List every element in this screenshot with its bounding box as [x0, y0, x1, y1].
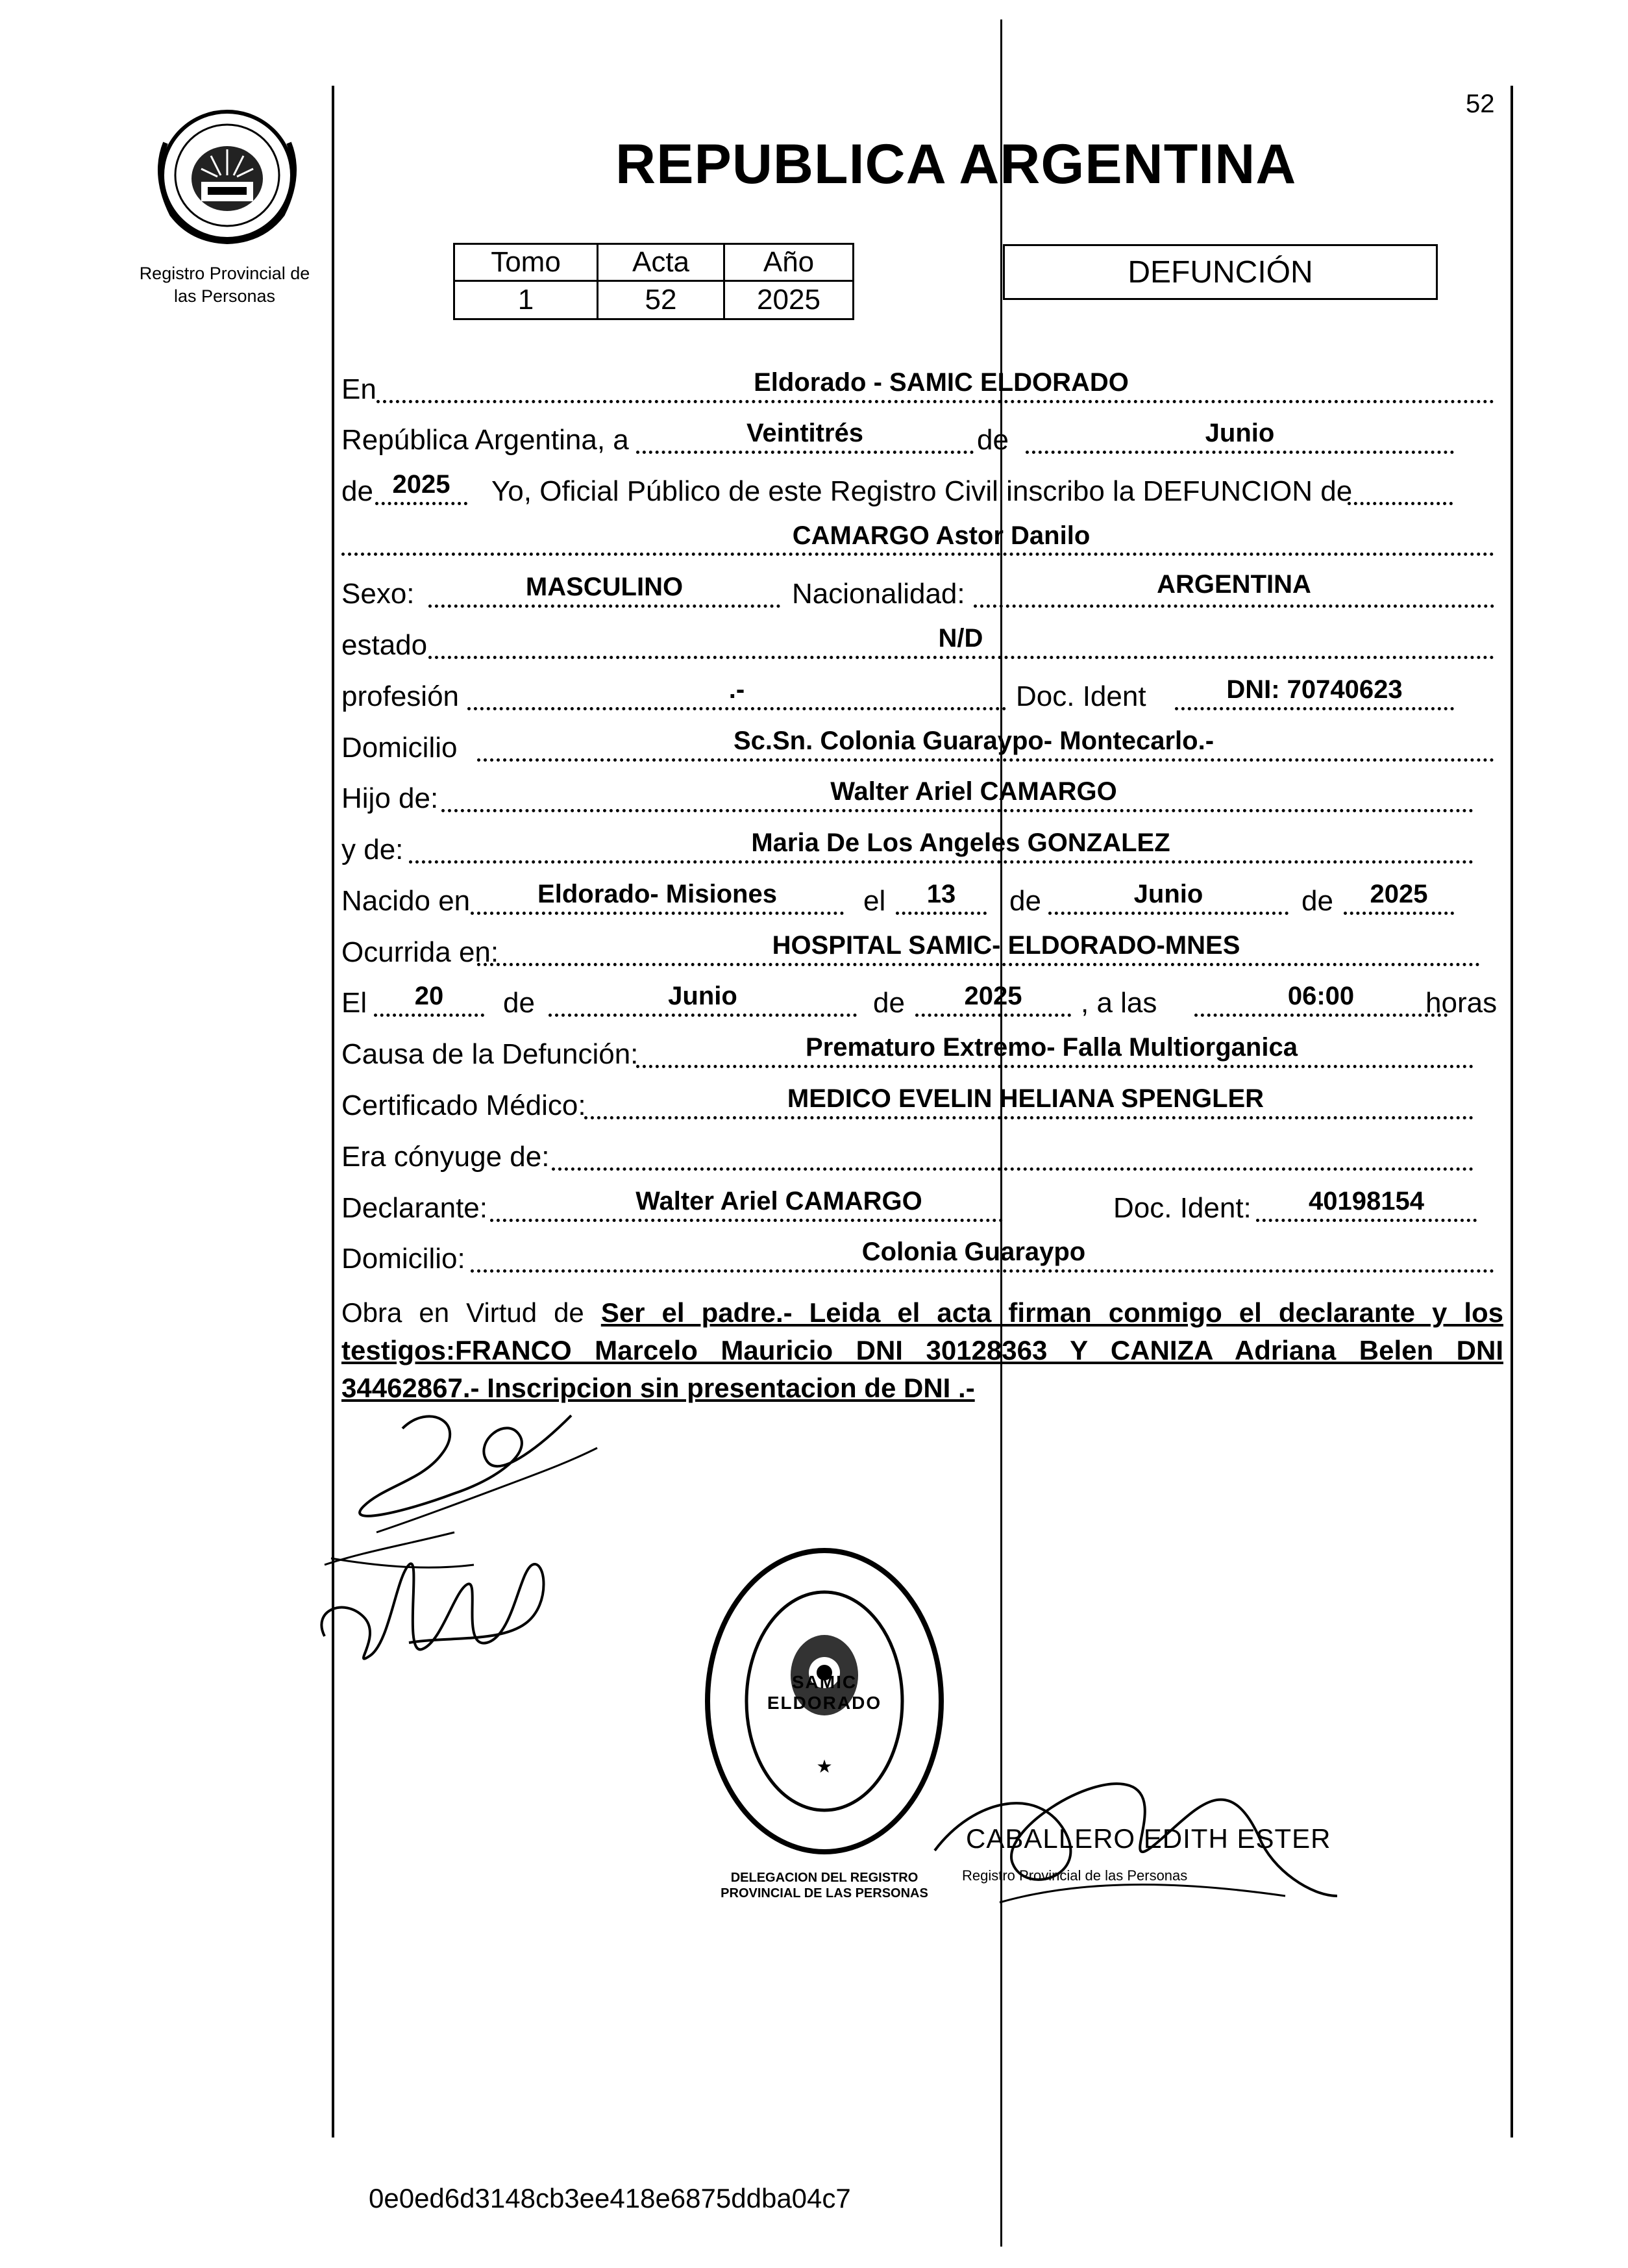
declarante-value: Walter Ariel CAMARGO	[635, 1187, 922, 1215]
dia-dotline	[636, 451, 974, 454]
el-de2-label: de	[873, 987, 905, 1019]
obra-value: Ser el padre.- Leida el acta firman conmigo el declarante y los testigos:FRANCO Marcelo Mauricio DNI 30128363 Y CANIZA Adriana Belen DNI 34462867.- Inscripcion sin presentacion de DNI .-	[341, 1297, 1503, 1403]
nacionalidad-dotline	[974, 604, 1494, 608]
declarante-doc-label: Doc. Ident:	[1113, 1192, 1252, 1224]
en-dotline	[376, 400, 1494, 403]
yde-value: Maria De Los Angeles GONZALEZ	[751, 829, 1170, 857]
declarante-dotline	[490, 1219, 1003, 1222]
witness-signature	[305, 1526, 578, 1688]
nacionalidad-label: Nacionalidad:	[792, 578, 965, 610]
docident-label: Doc. Ident	[1016, 680, 1146, 712]
estado-dotline	[428, 656, 1494, 659]
registro-provincial-label: Registro Provincial de las Personas	[139, 264, 310, 306]
domicilio-label: Domicilio	[341, 732, 458, 764]
profesion-value: .-	[728, 675, 745, 704]
nacido-de1-label: de	[1009, 885, 1041, 917]
ocurrida-dotline	[477, 963, 1480, 966]
el-mes: Junio	[668, 982, 737, 1010]
anio-dotline	[375, 502, 467, 505]
table-value-anio: 2025	[723, 280, 854, 320]
table-header-anio: Año	[723, 243, 854, 282]
hijo-value: Walter Ariel CAMARGO	[830, 777, 1117, 806]
republica-label: República Argentina, a	[341, 424, 629, 456]
official-role: Registro Provincial de las Personas	[962, 1867, 1188, 1884]
nacido-anio-dotline	[1344, 912, 1454, 915]
causa-value: Prematuro Extremo- Falla Multiorganica	[806, 1033, 1298, 1062]
nacido-mes: Junio	[1133, 880, 1203, 908]
sexo-dotline	[428, 604, 780, 608]
certificado-label: Certificado Médico:	[341, 1090, 586, 1121]
profesion-label: profesión	[341, 680, 460, 712]
official-name: CABALLERO EDITH ESTER	[966, 1823, 1331, 1854]
nombre-dotline	[341, 553, 1494, 556]
nacionalidad-value: ARGENTINA	[1157, 570, 1311, 599]
de-label: de	[977, 424, 1009, 456]
hijo-dotline	[441, 809, 1474, 812]
hora-value: 06:00	[1287, 982, 1355, 1010]
profesion-dotline	[467, 707, 1006, 710]
certificado-value: MEDICO EVELIN HELIANA SPENGLER	[787, 1084, 1264, 1113]
el-dia-dotline	[374, 1014, 484, 1017]
nacido-anio: 2025	[1370, 880, 1428, 908]
declarante-doc-dotline	[1256, 1219, 1477, 1222]
en-label: En	[341, 373, 376, 405]
nacido-dotline	[471, 912, 844, 915]
causa-label: Causa de la Defunción:	[341, 1038, 639, 1070]
table-value-acta: 52	[597, 280, 725, 320]
table-header-tomo: Tomo	[453, 243, 598, 282]
conyuge-dotline	[552, 1167, 1474, 1171]
el-anio: 2025	[964, 982, 1022, 1010]
ocurrida-label: Ocurrida en:	[341, 936, 499, 968]
declarante-doc-value: 40198154	[1309, 1187, 1424, 1215]
obra-label: Obra en Virtud de	[341, 1297, 584, 1328]
right-margin-line	[1511, 86, 1513, 2137]
yo-dotline	[1348, 502, 1453, 505]
deceased-name: CAMARGO Astor Danilo	[792, 521, 1091, 550]
horas-label: horas	[1425, 987, 1498, 1019]
svg-text:★: ★	[816, 1756, 833, 1777]
causa-dotline	[636, 1065, 1474, 1068]
nacido-mes-dotline	[1048, 912, 1289, 915]
declarante-label: Declarante:	[341, 1192, 488, 1224]
left-margin-line	[332, 86, 334, 2137]
page-number: 52	[1466, 90, 1495, 118]
ocurrida-value: HOSPITAL SAMIC- ELDORADO-MNES	[772, 931, 1240, 960]
nacido-dia: 13	[926, 880, 956, 908]
alas-label: , a las	[1081, 987, 1157, 1019]
el-de1-label: de	[503, 987, 535, 1019]
anio-value: 2025	[392, 470, 450, 499]
domicilio-value: Sc.Sn. Colonia Guaraypo- Montecarlo.-	[733, 727, 1215, 755]
domicilio-dotline	[477, 758, 1494, 762]
estado-label: estado	[341, 629, 428, 661]
docident-dotline	[1175, 707, 1454, 710]
stamp-inner-text: SAMIC ELDORADO	[767, 1672, 882, 1713]
domicilio2-label: Domicilio:	[341, 1243, 465, 1275]
hijo-label: Hijo de:	[341, 782, 439, 814]
yde-dotline	[409, 860, 1474, 864]
sexo-value: MASCULINO	[525, 573, 684, 601]
estado-value: N/D	[938, 624, 983, 653]
yde-label: y de:	[341, 834, 404, 866]
nacido-dia-dotline	[896, 912, 987, 915]
nacido-value: Eldorado- Misiones	[537, 880, 777, 908]
page-title: REPUBLICA ARGENTINA	[615, 133, 1297, 195]
hora-dotline	[1194, 1014, 1448, 1017]
conyuge-label: Era cónyuge de:	[341, 1141, 550, 1173]
anio-label: de	[341, 475, 373, 507]
en-value: Eldorado - SAMIC ELDORADO	[754, 368, 1129, 397]
domicilio2-value: Colonia Guaraypo	[861, 1238, 1086, 1266]
document-type-box: DEFUNCIÓN	[1003, 244, 1438, 300]
dia-value: Veintitrés	[746, 419, 864, 447]
docident-value: DNI: 70740623	[1226, 675, 1403, 704]
nacido-label: Nacido en	[341, 885, 471, 917]
domicilio2-dotline	[471, 1269, 1494, 1273]
table-value-tomo: 1	[453, 280, 598, 320]
footer-hash: 0e0ed6d3148cb3ee418e6875ddba04c7	[369, 2183, 851, 2213]
table-header-acta: Acta	[597, 243, 725, 282]
el-label: El	[341, 987, 367, 1019]
el-mes-dotline	[549, 1014, 857, 1017]
el-dia: 20	[414, 982, 444, 1010]
stamp-ring-text: DELEGACION DEL REGISTRO PROVINCIAL DE LAS PERSONAS	[721, 1871, 928, 1900]
provincia-misiones-seal	[153, 104, 302, 247]
mes-dotline	[1026, 451, 1454, 454]
mes-value: Junio	[1205, 419, 1275, 447]
certificado-dotline	[584, 1116, 1474, 1119]
nacido-de2-label: de	[1301, 885, 1333, 917]
yo-text: Yo, Oficial Público de este Registro Civil inscribo la DEFUNCION de	[491, 475, 1353, 507]
obra-paragraph	[341, 1294, 1503, 1407]
nacido-el-label: el	[863, 885, 886, 917]
el-anio-dotline	[915, 1014, 1071, 1017]
sexo-label: Sexo:	[341, 578, 415, 610]
